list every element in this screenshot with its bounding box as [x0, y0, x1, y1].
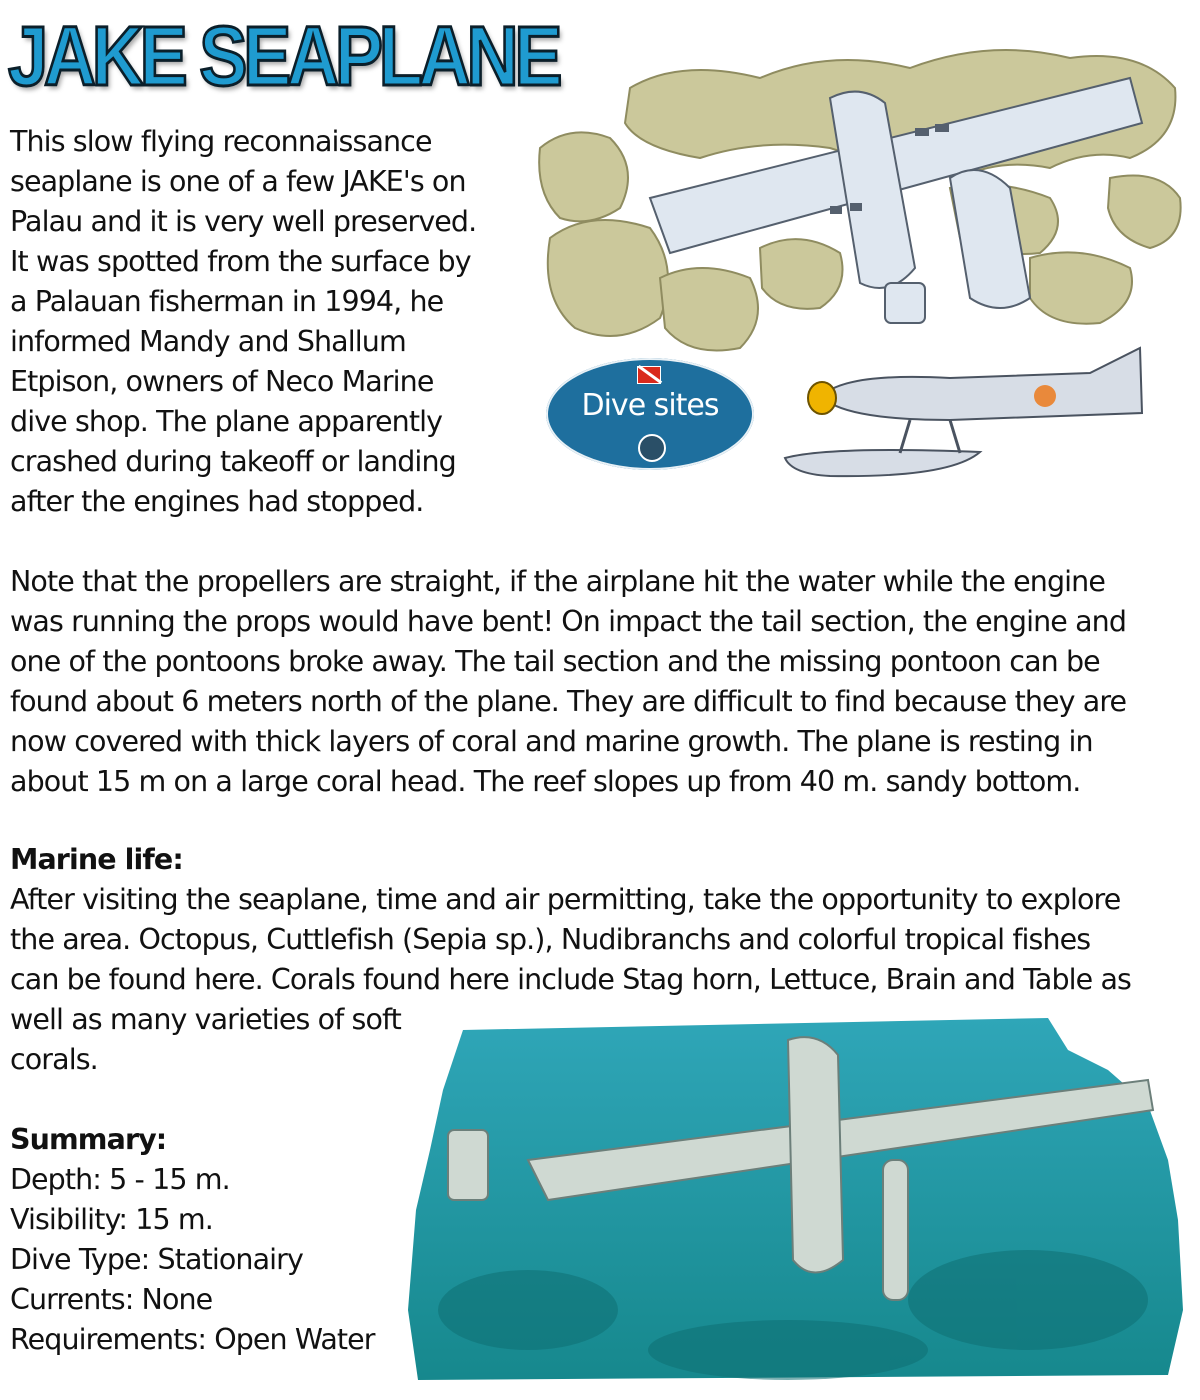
- intro-paragraph: [10, 122, 476, 522]
- section-heading: Summary:: [10, 1123, 167, 1156]
- dive-logo-icon: [638, 434, 666, 462]
- text-line: the area. Octopus, Cuttlefish (Sepia sp.), Nudibranchs and colorful tropical fishes: [10, 923, 1091, 956]
- text-line: dive shop. The plane apparently: [10, 405, 443, 438]
- text-line: It was spotted from the surface by: [10, 245, 471, 278]
- text-line: corals.: [10, 1043, 98, 1076]
- page-title: JAKE SEAPLANE: [8, 9, 559, 103]
- text-line: Palau and it is very well preserved.: [10, 205, 477, 238]
- summary-depth: Depth: 5 - 15 m.: [10, 1163, 230, 1196]
- text-line: This slow flying reconnaissance: [10, 125, 432, 158]
- text-line: crashed during takeoff or landing: [10, 445, 456, 478]
- text-line: Note that the propellers are straight, if the airplane hit the water while the engine: [10, 565, 1105, 598]
- text-line: well as many varieties of soft: [10, 1003, 401, 1036]
- text-line: about 15 m on a large coral head. The reef slopes up from 40 m. sandy bottom.: [10, 765, 1081, 798]
- text-line: Etpison, owners of Neco Marine: [10, 365, 434, 398]
- text-line: informed Mandy and Shallum: [10, 325, 406, 358]
- section-heading: Marine life:: [10, 843, 183, 876]
- text-line: found about 6 meters north of the plane. They are difficult to find because they are: [10, 685, 1127, 718]
- summary-dive-type: Dive Type: Stationairy: [10, 1243, 303, 1276]
- underwater-wreck-photo: [408, 1010, 1190, 1390]
- summary-visibility: Visibility: 15 m.: [10, 1203, 213, 1236]
- dive-flag-icon: [637, 366, 661, 384]
- summary-section: [10, 1120, 375, 1360]
- dive-sites-logo: [546, 358, 754, 470]
- text-line: can be found here. Corals found here include Stag horn, Lettuce, Brain and Table as: [10, 963, 1131, 996]
- text-line: a Palauan fisherman in 1994, he: [10, 285, 444, 318]
- summary-currents: Currents: None: [10, 1283, 213, 1316]
- text-line: After visiting the seaplane, time and air permitting, take the opportunity to explore: [10, 883, 1121, 916]
- text-line: after the engines had stopped.: [10, 485, 424, 518]
- note-paragraph: [10, 562, 1126, 802]
- text-line: seaplane is one of a few JAKE's on: [10, 165, 466, 198]
- summary-requirements: Requirements: Open Water: [10, 1323, 375, 1356]
- text-line: one of the pontoons broke away. The tail section and the missing pontoon can be: [10, 645, 1100, 678]
- text-line: now covered with thick layers of coral and marine growth. The plane is resting in: [10, 725, 1093, 758]
- text-line: was running the props would have bent! On impact the tail section, the engine and: [10, 605, 1127, 638]
- badge-label: Dive sites: [581, 388, 719, 423]
